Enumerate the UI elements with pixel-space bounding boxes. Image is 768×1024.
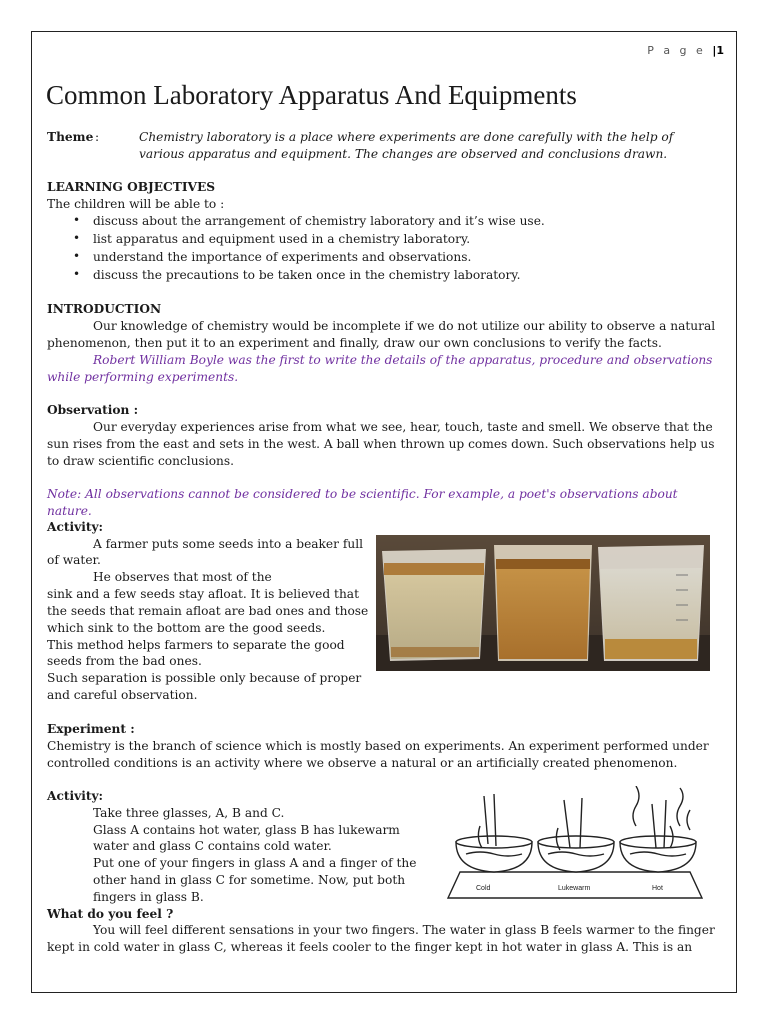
theme-line: Chemistry laboratory is a place where experiments are done carefully with the help of [139,130,674,144]
feel-heading: What do you feel ? [47,907,174,921]
activity-line: water and glass C contains cold water. [93,839,332,853]
activity-line: Such separation is possible only because of proper [47,671,362,685]
activity-line: This method helps farmers to separate the good [47,638,345,652]
note-line: nature. [47,504,92,518]
bullet-icon: • [73,213,81,227]
objectives-intro: The children will be able to : [47,197,225,211]
bullet-icon: • [73,231,81,245]
activity-heading: Activity: [47,789,104,803]
activity-line: fingers in glass B. [93,890,204,904]
theme-label: Theme [47,130,94,144]
activity-line: Take three glasses, A, B and C. [93,806,285,820]
page-header [600,44,724,57]
experiment-line: Chemistry is the branch of science which is mostly based on experiments. An experiment performed under [47,739,709,753]
activity-line: He observes that most of the [93,570,272,584]
boyle-line: while performing experiments. [47,370,239,384]
observation-line: Our everyday experiences arise from what we see, hear, touch, taste and smell. We observe that the [93,420,713,434]
observation-line: sun rises from the east and sets in the west. A ball when thrown up comes down. Such observations help us [47,437,715,451]
feel-line: kept in cold water in glass C, whereas it feels cooler to the finger kept in hot water in glass A. This is an [47,940,693,954]
activity-line: and careful observation. [47,688,198,702]
activity-line: other hand in glass C for sometime. Now, put both [93,873,406,887]
note-line: Note: All observations cannot be considered to be scientific. For example, a poet's observations about [47,487,678,501]
page-title: Common Laboratory Apparatus And Equipments [46,80,577,110]
introduction-heading: INTRODUCTION [47,302,162,316]
introduction-line: Our knowledge of chemistry would be incomplete if we do not utilize our ability to observe a natural [93,319,716,333]
activity-line: Glass A contains hot water, glass B has lukewarm [93,823,400,837]
introduction-line: phenomenon, then put it to an experiment and finally, draw our own conclusions to verify the facts. [47,336,662,350]
observation-heading: Observation : [47,403,139,417]
feel-line: You will feel different sensations in your two fingers. The water in glass B feels warmer to the finger [93,923,715,937]
theme-colon: : [95,130,100,144]
objectives-heading: LEARNING OBJECTIVES [47,180,216,194]
label-hot: Hot [652,885,663,892]
activity-line: A farmer puts some seeds into a beaker full [93,537,363,551]
label-lukewarm: Lukewarm [558,885,591,892]
objective-item: list apparatus and equipment used in a chemistry laboratory. [93,232,471,246]
objective-item: discuss the precautions to be taken once in the chemistry laboratory. [93,268,521,282]
page-number: 1 [716,44,724,57]
theme-line: various apparatus and equipment. The changes are observed and conclusions drawn. [139,147,668,161]
page-separator: | [712,44,717,57]
activity-line: the seeds that remain afloat are bad ones and those [47,604,369,618]
experiment-heading: Experiment : [47,722,135,736]
experiment-line: controlled conditions is an activity where we observe a natural or an artificially created phenomenon. [47,756,678,770]
bullet-icon: • [73,267,81,281]
objective-item: discuss about the arrangement of chemistry laboratory and it’s wise use. [93,214,545,228]
activity-line: which sink to the bottom are the good seeds. [47,621,326,635]
hands-in-water-illustration [440,786,710,908]
activity-line: seeds from the bad ones. [47,654,202,668]
page-word: P a g e [647,44,706,57]
boyle-line: Robert William Boyle was the first to write the details of the apparatus, procedure and observations [93,353,713,367]
bullet-icon: • [73,249,81,263]
seeds-beakers-photo [376,535,710,671]
activity-line: of water. [47,553,101,567]
activity-line: sink and a few seeds stay afloat. It is believed that [47,587,359,601]
activity-line: Put one of your fingers in glass A and a finger of the [93,856,417,870]
objective-item: understand the importance of experiments and observations. [93,250,472,264]
label-cold: Cold [476,885,491,892]
activity-heading: Activity: [47,520,104,534]
observation-line: to draw scientific conclusions. [47,454,235,468]
